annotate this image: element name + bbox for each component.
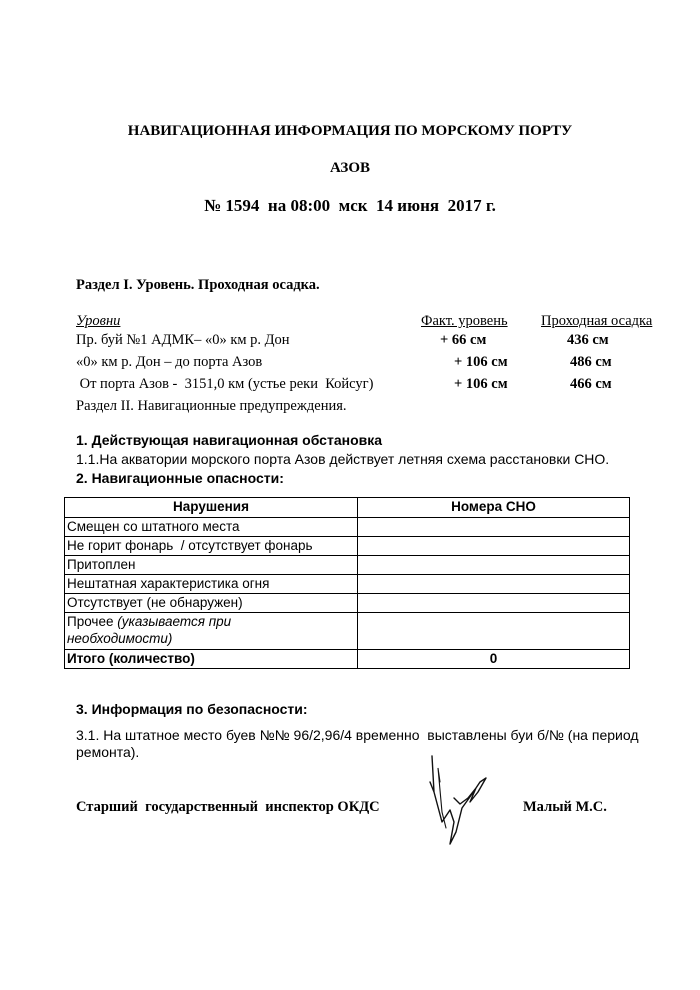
safety-info-text: 3.1. На штатное место буев №№ 96/2,96/4 временно выставлены буи б/№ (на период [76,727,639,743]
table-row-total [65,650,630,669]
violation-label: Отсутствует (не обнаружен) [65,594,358,613]
safety-info-text-cont: ремонта). [76,744,140,760]
levels-header: Уровни [76,313,121,329]
fact-level-header: Факт. уровень [421,313,508,329]
level-row-fact: + 106 см [454,376,508,392]
report-number-date: № 1594 на 08:00 мск 14 июня 2017 г. [204,196,496,215]
sno-value [358,594,630,613]
table-row [65,594,630,613]
other-label-cell [65,613,358,650]
table-row [65,537,630,556]
level-row-fact: + 106 см [454,354,508,370]
signature [420,752,500,852]
table-row [65,556,630,575]
table-row-other [65,613,630,650]
violation-label: Не горит фонарь / отсутствует фонарь [65,537,358,556]
other-note: (указывается при [117,614,232,629]
level-row-name: Пр. буй №1 АДМК– «0» км р. Дон [76,332,290,348]
sno-value [358,518,630,537]
table-row [65,518,630,537]
sno-value [358,537,630,556]
section1-heading: Раздел I. Уровень. Проходная осадка. [76,277,320,293]
inspector-position: Старший государственный инспектор ОКДС [76,799,380,815]
sno-value [358,575,630,594]
total-value: 0 [358,650,630,669]
inspector-name: Малый М.С. [523,799,607,815]
other-note-cont: необходимости) [67,631,173,646]
safety-info-heading: 3. Информация по безопасности: [76,701,308,717]
violation-label: Нештатная характеристика огня [65,575,358,594]
level-row-draft: 436 см [567,332,609,348]
level-row-fact: + 66 см [440,332,487,348]
port-name: АЗОВ [329,160,371,176]
nav-situation-heading: 1. Действующая навигационная обстановка [76,432,383,448]
section2-heading: Раздел II. Навигационные предупреждения. [76,398,347,414]
level-row-name: «0» км р. Дон – до порта Азов [76,354,263,370]
sno-value [358,613,630,650]
level-row-draft: 466 см [570,376,612,392]
sno-value [358,556,630,575]
level-row-draft: 486 см [570,354,612,370]
violations-table [64,497,630,669]
nav-situation-text: 1.1.На акватории морского порта Азов действует летняя схема расстановки СНО. [76,451,610,467]
table-header-row [65,498,630,518]
other-label: Прочее [67,614,118,629]
nav-hazards-heading: 2. Навигационные опасности: [76,470,284,486]
table-row [65,575,630,594]
sno-numbers-column-header: Номера СНО [358,498,630,518]
violations-column-header: Нарушения [65,498,358,518]
total-label: Итого (количество) [65,650,358,669]
violation-label: Притоплен [65,556,358,575]
document-title: НАВИГАЦИОННАЯ ИНФОРМАЦИЯ ПО МОРСКОМУ ПОРТУ [127,123,573,139]
level-row-name: От порта Азов - 3151,0 км (устье реки Койсуг) [76,376,374,392]
draft-header: Проходная осадка [541,313,653,329]
violation-label: Смещен со штатного места [65,518,358,537]
